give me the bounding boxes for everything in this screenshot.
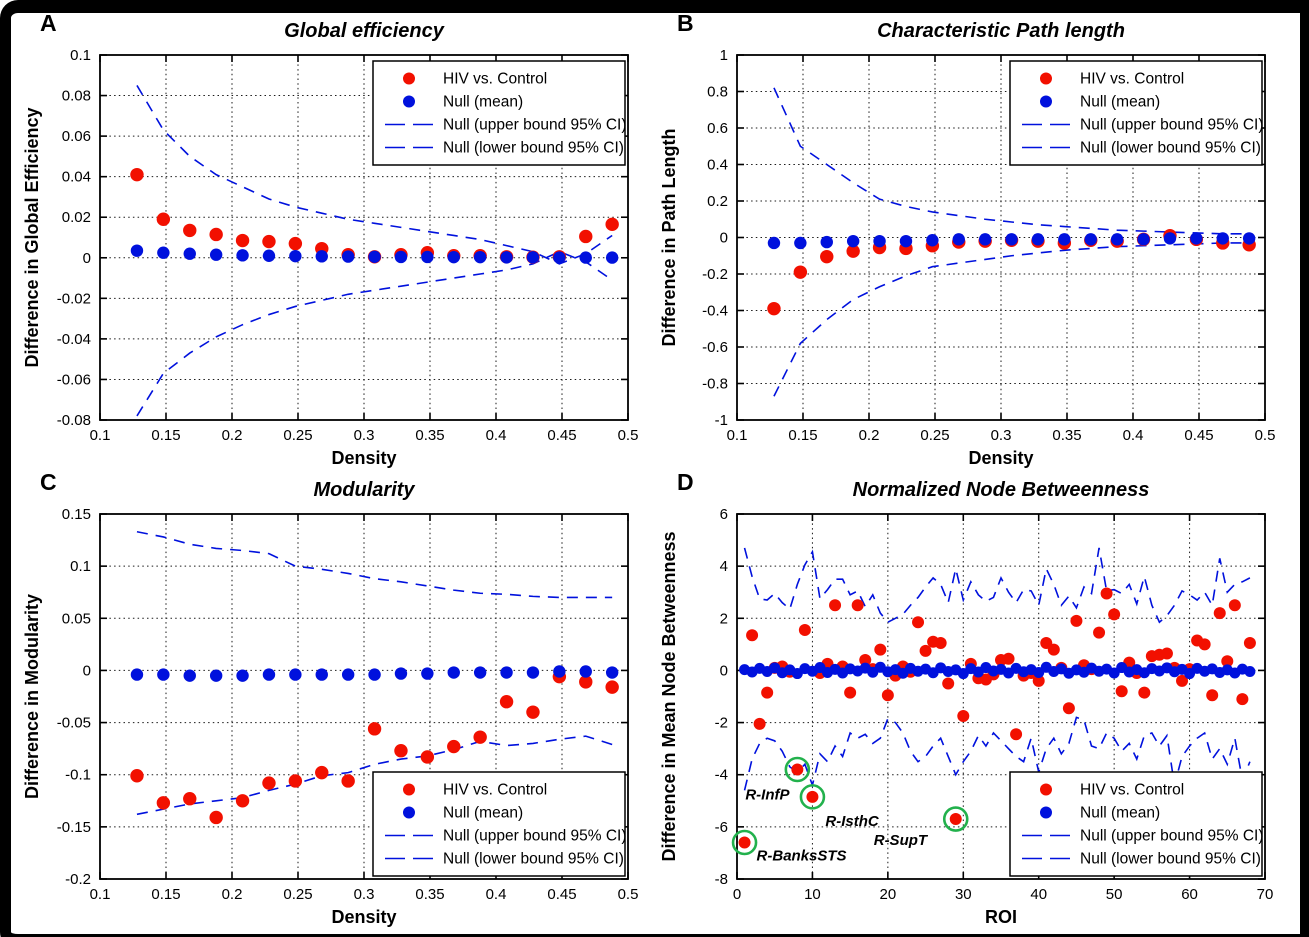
- null-data-point: [794, 237, 806, 249]
- hiv-data-point: [739, 837, 751, 849]
- null-data-point: [263, 250, 275, 262]
- legend-label: HIV vs. Control: [1080, 70, 1185, 88]
- null-data-point: [1085, 233, 1097, 245]
- hiv-data-point: [1229, 599, 1241, 611]
- x-tick-label: 0.45: [547, 427, 577, 444]
- x-tick-label: 40: [1030, 886, 1048, 903]
- y-axis-label: Difference in Path Length: [659, 128, 679, 347]
- null-data-point: [131, 668, 143, 680]
- hiv-data-point: [1206, 689, 1218, 701]
- legend-label: Null (mean): [443, 93, 524, 111]
- y-tick-label: -0.08: [56, 412, 91, 429]
- x-tick-label: 0.1: [726, 427, 748, 444]
- y-axis-label: Difference in Mean Node Betweenness: [659, 531, 679, 862]
- null-data-point: [236, 669, 248, 681]
- y-tick-label: 0: [82, 662, 91, 680]
- x-axis-label: ROI: [984, 907, 1018, 927]
- null-data-point: [500, 666, 512, 678]
- null-data-point: [926, 234, 938, 246]
- hiv-data-point: [605, 680, 618, 693]
- null-data-point: [342, 668, 354, 680]
- hiv-data-point: [1161, 647, 1173, 659]
- y-tick-label: -1: [714, 412, 728, 429]
- x-tick-label: 0.3: [353, 886, 375, 903]
- x-tick-label: 0.25: [283, 886, 313, 903]
- hiv-data-point: [1244, 637, 1256, 649]
- panel-global-efficiency: [18, 8, 658, 470]
- hiv-data-point: [579, 230, 592, 243]
- legend-label: Null (upper bound 95% CI): [443, 827, 627, 845]
- hiv-data-point: [500, 695, 513, 708]
- hiv-data-point: [157, 213, 170, 226]
- x-tick-label: 20: [879, 886, 897, 903]
- hiv-data-point: [1063, 702, 1075, 714]
- hiv-data-point: [829, 599, 841, 611]
- y-tick-label: 0: [82, 249, 91, 267]
- legend-marker: [403, 807, 415, 819]
- y-tick-label: 0.06: [61, 128, 91, 146]
- chart-title: Global efficiency: [284, 20, 444, 42]
- null-data-point: [847, 235, 859, 247]
- null-data-point: [821, 236, 833, 248]
- y-tick-label: 0.04: [61, 168, 91, 186]
- hiv-data-point: [957, 710, 969, 722]
- chart-title: Normalized Node Betweenness: [852, 479, 1150, 501]
- hiv-data-point: [183, 224, 196, 237]
- legend-label: HIV vs. Control: [443, 781, 548, 799]
- legend-label: Null (lower bound 95% CI): [1080, 139, 1261, 157]
- hiv-data-point: [935, 637, 947, 649]
- null-data-point: [1243, 232, 1255, 244]
- x-tick-label: 0.5: [617, 886, 639, 903]
- legend-marker: [403, 96, 415, 108]
- x-tick-label: 0.35: [415, 886, 445, 903]
- null-data-point: [1111, 233, 1123, 245]
- hiv-data-point: [130, 168, 143, 181]
- hiv-data-point: [912, 616, 924, 628]
- panel-node-betweenness: [655, 467, 1295, 929]
- null-data-point: [474, 666, 486, 678]
- panel-letter-d: D: [677, 469, 694, 495]
- legend-label: Null (mean): [1080, 804, 1161, 822]
- y-tick-label: 6: [719, 506, 728, 523]
- y-tick-label: 0.6: [707, 120, 728, 137]
- x-tick-label: 50: [1105, 886, 1123, 903]
- null-data-point: [131, 244, 143, 256]
- null-data-point: [500, 251, 512, 263]
- panel-letter-b: B: [677, 10, 694, 36]
- y-tick-label: -0.6: [702, 339, 728, 356]
- null-data-point: [157, 247, 169, 259]
- x-tick-label: 0.2: [221, 886, 243, 903]
- y-tick-label: 1: [719, 47, 728, 64]
- null-data-point: [395, 667, 407, 679]
- legend-label: Null (upper bound 95% CI): [1080, 116, 1264, 134]
- null-data-point: [873, 235, 885, 247]
- hiv-data-point: [1003, 653, 1015, 665]
- hiv-data-point: [746, 629, 758, 641]
- y-tick-label: 0.8: [707, 83, 728, 101]
- legend-label: Null (lower bound 95% CI): [443, 850, 624, 868]
- hiv-data-point: [236, 234, 249, 247]
- y-tick-label: 0.02: [61, 209, 91, 227]
- null-data-point: [1032, 233, 1044, 245]
- null-data-point: [606, 251, 618, 263]
- legend-label: Null (mean): [443, 804, 524, 822]
- y-tick-label: 0.15: [61, 506, 91, 523]
- y-tick-label: 0.1: [70, 558, 91, 576]
- legend-marker: [1040, 784, 1052, 796]
- null-data-point: [448, 666, 460, 678]
- hiv-data-point: [767, 302, 780, 315]
- null-data-point: [289, 250, 301, 262]
- hiv-data-point: [1138, 687, 1150, 699]
- y-tick-label: -0.4: [702, 302, 728, 320]
- hiv-data-point: [368, 722, 381, 735]
- x-tick-label: 0.25: [920, 427, 950, 444]
- hiv-data-point: [799, 624, 811, 636]
- annotation-label: R-BanksSTS: [756, 847, 847, 865]
- null-data-point: [527, 251, 539, 263]
- null-data-point: [553, 665, 565, 677]
- y-tick-label: 0: [719, 662, 728, 680]
- x-axis-label: Density: [331, 907, 397, 927]
- legend-marker: [1040, 96, 1052, 108]
- x-tick-label: 0.35: [1052, 427, 1082, 444]
- x-axis-label: Density: [968, 448, 1034, 468]
- x-tick-label: 0.35: [415, 427, 445, 444]
- hiv-data-point: [526, 705, 539, 718]
- hiv-data-point: [794, 265, 807, 278]
- chart-title: Characteristic Path length: [877, 20, 1125, 42]
- null-data-point: [1137, 233, 1149, 245]
- chart-title: Modularity: [313, 479, 415, 501]
- y-tick-label: 0.08: [61, 87, 91, 105]
- x-tick-label: 0.1: [89, 427, 111, 444]
- null-data-point: [1005, 233, 1017, 245]
- null-data-point: [474, 251, 486, 263]
- legend-marker: [1040, 73, 1052, 85]
- x-tick-label: 70: [1256, 886, 1274, 903]
- hiv-data-point: [1070, 615, 1082, 627]
- hiv-data-point: [209, 228, 222, 241]
- hiv-data-point: [157, 796, 170, 809]
- hiv-data-point: [761, 687, 773, 699]
- legend-label: Null (lower bound 95% CI): [1080, 850, 1261, 868]
- annotation-label: R-SupT: [873, 832, 928, 850]
- hiv-data-point: [754, 718, 766, 730]
- null-data-point: [342, 250, 354, 262]
- hiv-data-point: [1101, 588, 1113, 600]
- hiv-data-point: [791, 764, 803, 776]
- hiv-data-point: [806, 791, 818, 803]
- null-data-point: [184, 669, 196, 681]
- y-tick-label: -4: [714, 766, 728, 784]
- panel-letter-a: A: [40, 10, 57, 36]
- y-tick-label: -8: [714, 871, 728, 888]
- y-axis-label: Difference in Modularity: [22, 593, 42, 800]
- hiv-data-point: [289, 774, 302, 787]
- hiv-data-point: [1048, 644, 1060, 656]
- y-tick-label: -0.15: [56, 818, 91, 836]
- legend-label: HIV vs. Control: [443, 70, 548, 88]
- hiv-data-point: [874, 644, 886, 656]
- legend-label: Null (mean): [1080, 93, 1161, 111]
- panel-letter-c: C: [40, 469, 57, 495]
- y-tick-label: -0.02: [56, 290, 91, 308]
- y-tick-label: 4: [719, 558, 728, 576]
- null-data-point: [236, 249, 248, 261]
- x-tick-label: 0.2: [858, 427, 880, 444]
- null-data-point: [157, 668, 169, 680]
- y-tick-label: -0.2: [65, 871, 91, 888]
- hiv-data-point: [1199, 638, 1211, 650]
- x-tick-label: 60: [1181, 886, 1198, 903]
- hiv-data-point: [209, 811, 222, 824]
- hiv-data-point: [394, 744, 407, 757]
- y-tick-label: -0.04: [56, 330, 91, 348]
- null-data-point: [1164, 232, 1176, 244]
- hiv-data-point: [315, 766, 328, 779]
- hiv-data-point: [421, 750, 434, 763]
- null-data-point: [900, 235, 912, 247]
- x-tick-label: 0.15: [788, 427, 818, 444]
- y-tick-label: 0: [719, 229, 728, 247]
- hiv-data-point: [1010, 728, 1022, 740]
- x-tick-label: 0.4: [485, 886, 507, 903]
- null-data-point: [263, 668, 275, 680]
- x-tick-label: 0.4: [1122, 427, 1144, 444]
- null-data-point: [184, 248, 196, 260]
- legend-label: Null (lower bound 95% CI): [443, 139, 624, 157]
- null-data-point: [289, 668, 301, 680]
- legend-marker: [403, 784, 415, 796]
- hiv-data-point: [820, 250, 833, 263]
- null-data-point: [606, 666, 618, 678]
- hiv-data-point: [852, 599, 864, 611]
- x-tick-label: 0.5: [1254, 427, 1276, 444]
- x-tick-label: 0.15: [151, 886, 181, 903]
- y-tick-label: 0.05: [61, 610, 91, 628]
- null-data-point: [1244, 666, 1255, 677]
- hiv-data-point: [844, 687, 856, 699]
- y-tick-label: -0.05: [56, 714, 91, 732]
- legend-marker: [1040, 807, 1052, 819]
- path-length-chart: [655, 8, 1295, 470]
- x-tick-label: 0.25: [283, 427, 313, 444]
- hiv-data-point: [942, 677, 954, 689]
- hiv-data-point: [447, 740, 460, 753]
- null-data-point: [979, 233, 991, 245]
- hiv-data-point: [1214, 607, 1226, 619]
- global-efficiency-chart: [18, 8, 658, 470]
- y-tick-label: 0.1: [70, 47, 91, 64]
- y-tick-label: -2: [714, 714, 728, 732]
- hiv-data-point: [236, 794, 249, 807]
- hiv-data-point: [262, 235, 275, 248]
- null-data-point: [1190, 232, 1202, 244]
- null-data-point: [768, 237, 780, 249]
- hiv-data-point: [1236, 693, 1248, 705]
- x-tick-label: 0.3: [353, 427, 375, 444]
- null-data-point: [210, 249, 222, 261]
- legend-label: Null (upper bound 95% CI): [443, 116, 627, 134]
- null-data-point: [421, 667, 433, 679]
- hiv-data-point: [183, 792, 196, 805]
- hiv-data-point: [605, 218, 618, 231]
- x-tick-label: 30: [954, 886, 972, 903]
- null-data-point: [395, 251, 407, 263]
- null-data-point: [553, 251, 565, 263]
- null-data-point: [1217, 232, 1229, 244]
- null-data-point: [580, 665, 592, 677]
- null-data-point: [1058, 233, 1070, 245]
- hiv-data-point: [1108, 608, 1120, 620]
- y-tick-label: 0.4: [707, 156, 728, 174]
- null-data-point: [421, 251, 433, 263]
- hiv-data-point: [473, 730, 486, 743]
- hiv-data-point: [289, 237, 302, 250]
- y-tick-label: -6: [714, 818, 728, 836]
- y-tick-label: -0.1: [65, 766, 91, 784]
- annotation-label: R-IsthC: [825, 812, 879, 830]
- x-tick-label: 0.2: [221, 427, 243, 444]
- legend-marker: [403, 73, 415, 85]
- x-tick-label: 0.3: [990, 427, 1012, 444]
- null-data-point: [316, 668, 328, 680]
- node-betweenness-chart: [655, 467, 1295, 929]
- x-tick-label: 0.45: [1184, 427, 1214, 444]
- null-data-point: [210, 669, 222, 681]
- y-tick-label: 0.2: [707, 193, 728, 210]
- x-tick-label: 0.5: [617, 427, 639, 444]
- null-data-point: [527, 666, 539, 678]
- annotation-label: R-InfP: [745, 786, 790, 804]
- legend-label: Null (upper bound 95% CI): [1080, 827, 1264, 845]
- y-tick-label: 2: [719, 610, 728, 628]
- null-data-point: [580, 251, 592, 263]
- panel-characteristic-path-length: [655, 8, 1295, 470]
- hiv-data-point: [130, 769, 143, 782]
- x-tick-label: 0.4: [485, 427, 507, 444]
- null-data-point: [368, 251, 380, 263]
- x-tick-label: 10: [804, 886, 821, 903]
- legend-label: HIV vs. Control: [1080, 781, 1185, 799]
- panel-modularity: [18, 467, 658, 929]
- null-data-point: [953, 233, 965, 245]
- x-tick-label: 0.15: [151, 427, 181, 444]
- hiv-data-point: [1093, 627, 1105, 639]
- hiv-data-point: [262, 776, 275, 789]
- x-tick-label: 0: [732, 886, 742, 903]
- null-data-point: [448, 251, 460, 263]
- hiv-data-point: [341, 774, 354, 787]
- x-tick-label: 0.45: [547, 886, 577, 903]
- null-data-point: [316, 250, 328, 262]
- y-axis-label: Difference in Global Efficiency: [22, 107, 42, 368]
- x-tick-label: 0.1: [89, 886, 111, 903]
- x-axis-label: Density: [331, 448, 397, 468]
- null-data-point: [368, 668, 380, 680]
- y-tick-label: -0.8: [702, 375, 728, 393]
- y-tick-label: -0.06: [56, 371, 91, 389]
- modularity-chart: [18, 467, 658, 929]
- hiv-data-point: [882, 689, 894, 701]
- hiv-data-point: [950, 813, 962, 825]
- y-tick-label: -0.2: [702, 266, 728, 283]
- hiv-data-point: [1116, 685, 1128, 697]
